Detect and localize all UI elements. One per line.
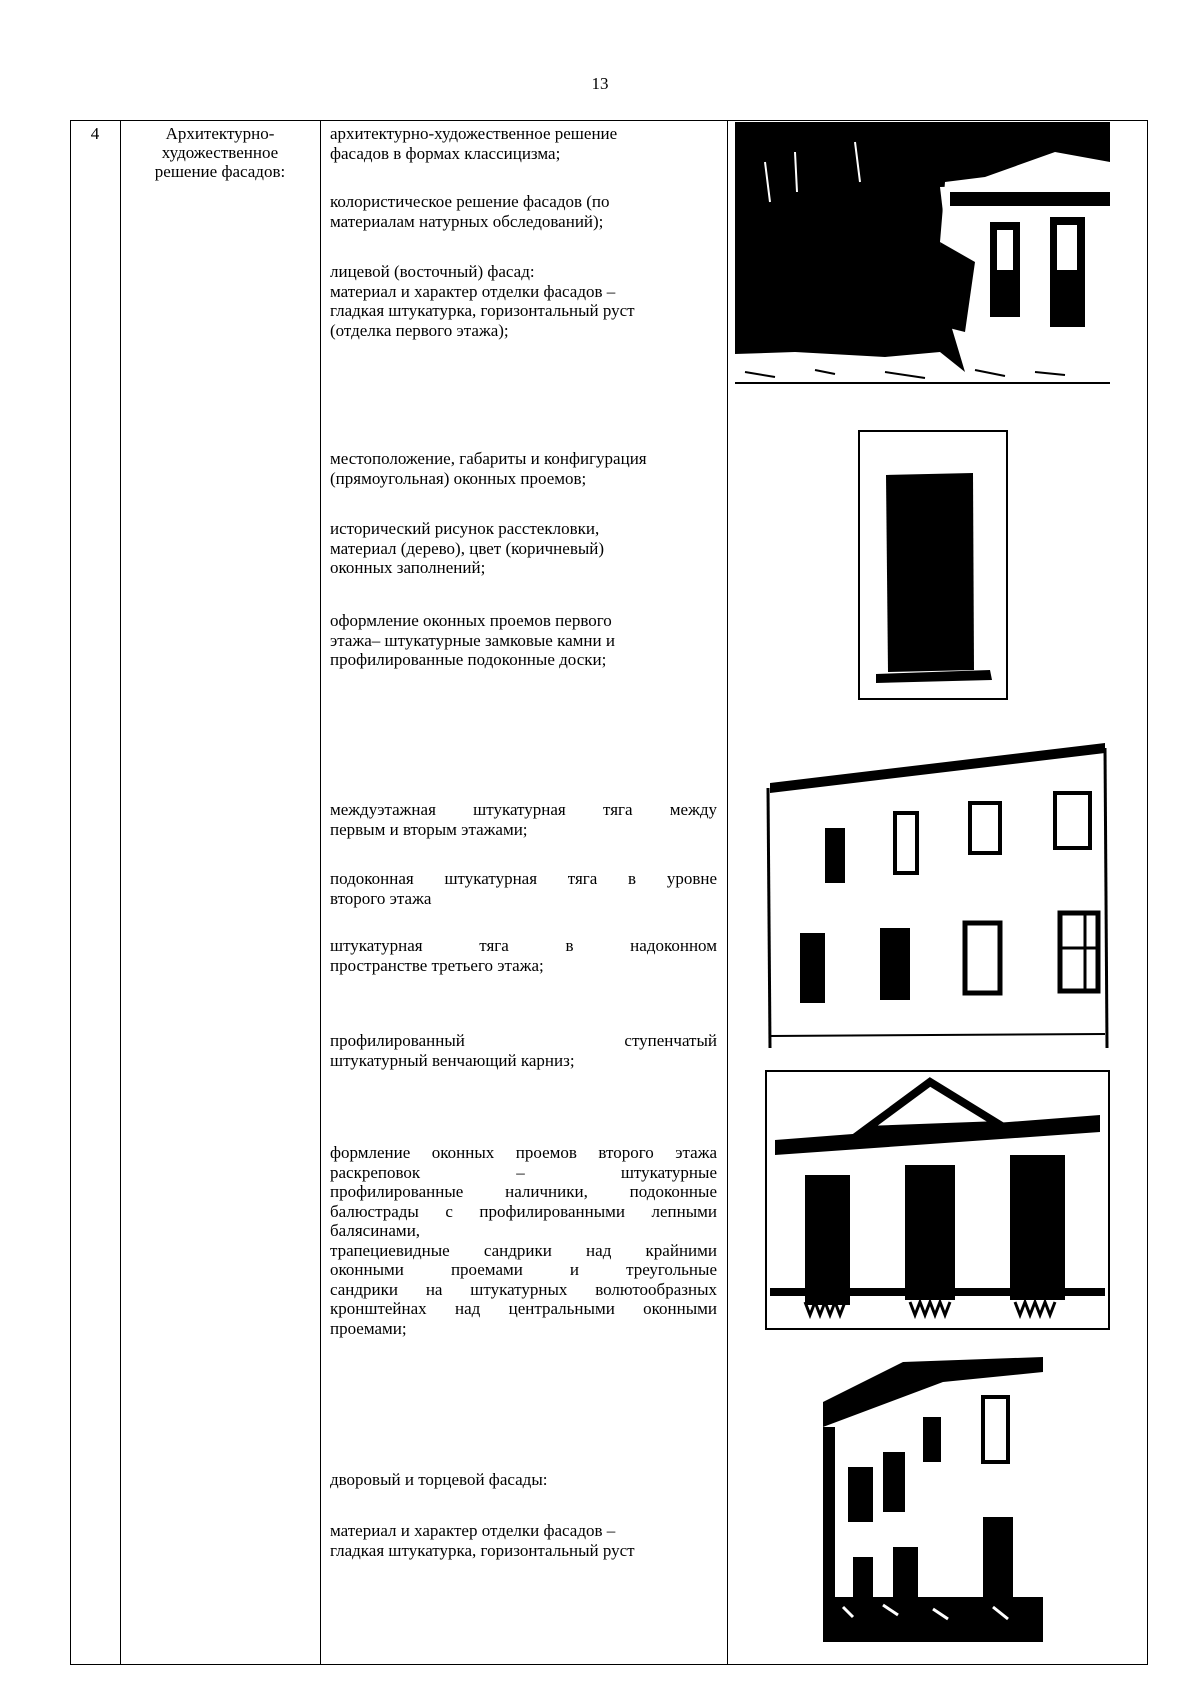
facade-windows-photo [765,718,1110,1048]
text-block-main-facade: лицевой (восточный) фасад: материал и характер отделки фасадов – гладкая штукатурка, горизонтальный руст (отделка первого этажа); [330,262,635,340]
column-divider [727,120,728,1665]
column-divider [320,120,321,1665]
text-block-yard-facade: дворовый и торцевой фасады: [330,1470,548,1489]
text-block-over-window-cornice: штукатурная тяга в надоконном пространстве третьего этажа; [330,936,717,975]
text-block-sill-cornice: подоконная штукатурная тяга в уровне второго этажа [330,869,717,908]
text-block-yard-finish: материал и характер отделки фасадов – гладкая штукатурка, горизонтальный руст [330,1521,635,1560]
text-block-crowning-cornice: профилированный ступенчатый штукатурный венчающий карниз; [330,1031,717,1070]
text-block-style: архитектурно-художественное решение фасадов в формах классицизма; [330,124,618,163]
text-block-interfloor-cornice: междуэтажная штукатурная тяга между первым и вторым этажами; [330,800,717,839]
text-block-coloristic: колористическое решение фасадов (по материалам натурных обследований); [330,192,610,231]
yard-facade-photo [823,1357,1043,1642]
window-photo [858,430,1008,700]
facade-photo [735,122,1110,405]
text-block-first-floor-windows: оформление оконных проемов первого этажа– штукатурные замковые камни и профилированные подоконные доски; [330,611,615,669]
text-block-glazing: исторический рисунок расстекловки, материал (дерево), цвет (коричневый) оконных заполнений; [330,519,605,577]
pediment-photo [765,1070,1110,1330]
page-number: 13 [591,74,609,93]
column-divider [120,120,121,1665]
row-number: 4 [90,124,100,143]
row-name: Архитектурно- художественное решение фасадов: [154,124,286,181]
text-block-window-openings: местоположение, габариты и конфигурация (прямоугольная) оконных проемов; [330,449,647,488]
text-block-second-floor-windows: формление оконных проемов второго этажа раскреповок – штукатурные профилированные наличники, подоконные балюстрады с профилированными лепными балясинами, трапециевидные сандрики над крайними оконными проемами и треугольные сандрики на штукатурных волютообразных кронштейнах над центральными оконными проемами; [330,1143,717,1338]
